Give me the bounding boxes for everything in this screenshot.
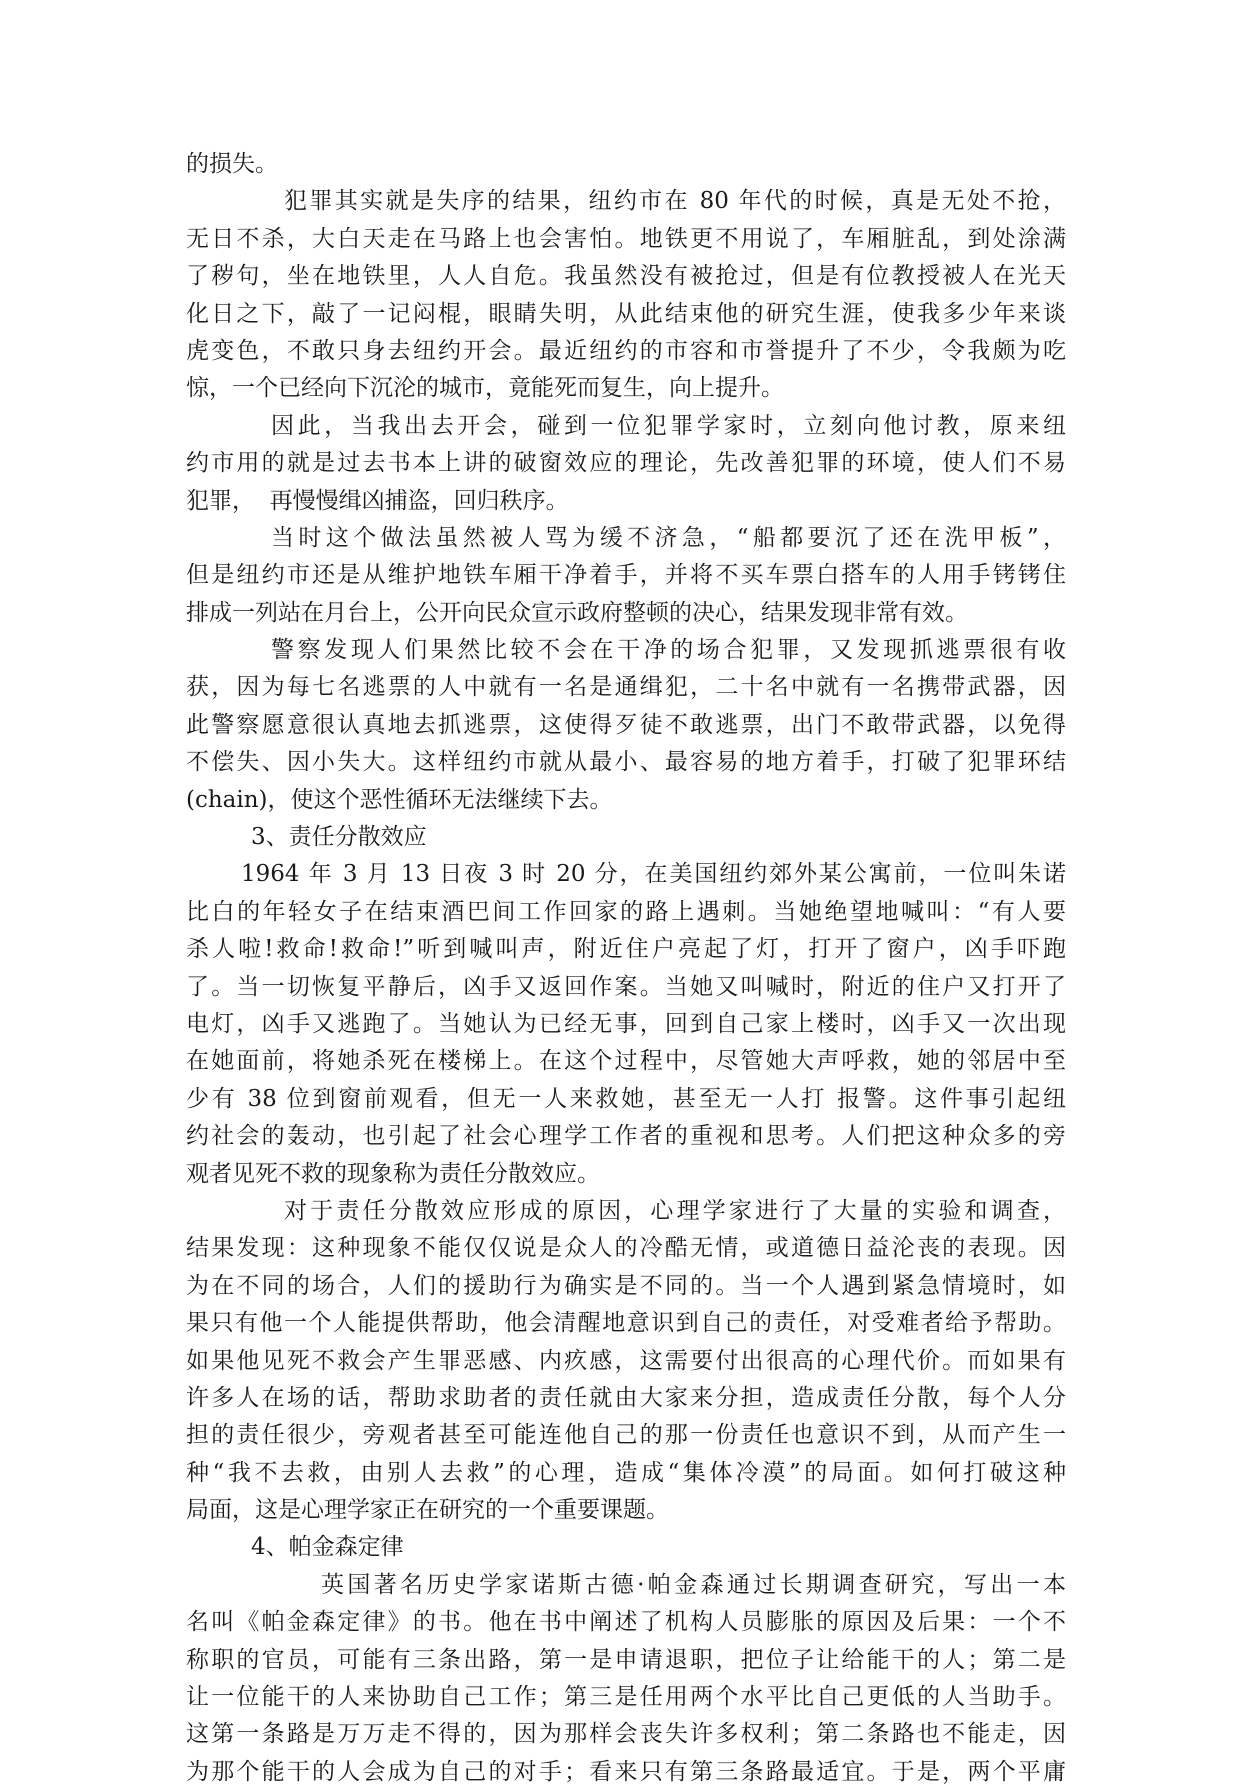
paragraph-line: 约市用的就是过去书本上讲的破窗效应的理论，先改善犯罪的环境，使人们不易 bbox=[186, 450, 1066, 477]
paragraph-line: 不偿失、因小失大。这样纽约市就从最小、最容易的地方着手，打破了犯罪环结 bbox=[186, 749, 1066, 776]
paragraph-line: 犯罪， 再慢慢缉凶捕盗，回归秩序。 bbox=[186, 487, 569, 514]
paragraph-line: 许多人在场的话，帮助求助者的责任就由大家来分担，造成责任分散，每个人分 bbox=[186, 1384, 1066, 1411]
paragraph-line: 惊，一个已经向下沉沦的城市，竟能死而复生，向上提升。 bbox=[186, 375, 784, 402]
paragraph-line: 名叫《帕金森定律》的书。他在书中阐述了机构人员膨胀的原因及后果：一个不 bbox=[186, 1609, 1066, 1636]
paragraph-line: 了秽句，坐在地铁里，人人自危。我虽然没有被抢过，但是有位教授被人在光天 bbox=[186, 263, 1066, 290]
paragraph-line: 称职的官员，可能有三条出路，第一是申请退职，把位子让给能干的人；第二是 bbox=[186, 1646, 1066, 1673]
paragraph-line: 为那个能干的人会成为自己的对手；看来只有第三条路最适宜。于是，两个平庸 bbox=[186, 1758, 1066, 1785]
paragraph-line: 在她面前，将她杀死在楼梯上。在这个过程中，尽管她大声呼救，她的邻居中至 bbox=[186, 1048, 1066, 1075]
paragraph-line: 种“我不去救，由别人去救”的心理，造成“集体冷漠”的局面。如何打破这种 bbox=[186, 1459, 1066, 1486]
paragraph-line: 果只有他一个人能提供帮助，他会清醒地意识到自己的责任，对受难者给予帮助。 bbox=[186, 1310, 1066, 1337]
paragraph-line: 这第一条路是万万走不得的，因为那样会丧失许多权利；第二条路也不能走，因 bbox=[186, 1721, 1066, 1748]
section-heading: 4、帕金森定律 bbox=[251, 1534, 404, 1561]
section-heading: 3、责任分散效应 bbox=[251, 824, 427, 851]
paragraph-line: 为在不同的场合，人们的援助行为确实是不同的。当一个人遇到紧急情境时，如 bbox=[186, 1272, 1066, 1299]
paragraph-line: 获，因为每七名逃票的人中就有一名是通缉犯，二十名中就有一名携带武器，因 bbox=[186, 674, 1066, 701]
paragraph-line: 但是纽约市还是从维护地铁车厢干净着手，并将不买车票白搭车的人用手铐铐住 bbox=[186, 562, 1066, 589]
paragraph-line: 因此，当我出去开会，碰到一位犯罪学家时，立刻向他讨教，原来纽 bbox=[271, 412, 1066, 439]
paragraph-line: 观者见死不救的现象称为责任分散效应。 bbox=[186, 1160, 600, 1187]
paragraph-line: 约社会的轰动，也引起了社会心理学工作者的重视和思考。人们把这种众多的旁 bbox=[186, 1123, 1066, 1150]
paragraph-line: 英国著名历史学家诺斯古德·帕金森通过长期调查研究，写出一本 bbox=[321, 1571, 1066, 1598]
paragraph-line: 对于责任分散效应形成的原因，心理学家进行了大量的实验和调查， bbox=[284, 1197, 1066, 1224]
paragraph-line: 结果发现：这种现象不能仅仅说是众人的冷酷无情，或道德日益沦丧的表现。因 bbox=[186, 1235, 1066, 1262]
paragraph-line: 虎变色，不敢只身去纽约开会。最近纽约的市容和市誉提升了不少，令我颇为吃 bbox=[186, 337, 1066, 364]
paragraph-line: 局面，这是心理学家正在研究的一个重要课题。 bbox=[186, 1497, 669, 1524]
paragraph-line: 少有 38 位到窗前观看，但无一人来救她，甚至无一人打 报警。这件事引起纽 bbox=[186, 1085, 1066, 1112]
paragraph-line: 此警察愿意很认真地去抓逃票，这使得歹徒不敢逃票，出门不敢带武器，以免得 bbox=[186, 711, 1066, 738]
paragraph-line: 担的责任很少，旁观者甚至可能连他自己的那一份责任也意识不到，从而产生一 bbox=[186, 1422, 1066, 1449]
paragraph-line: 杀人啦!救命!救命!”听到喊叫声，附近住户亮起了灯，打开了窗户，凶手吓跑 bbox=[186, 936, 1066, 963]
paragraph-line: 1964 年 3 月 13 日夜 3 时 20 分，在美国纽约郊外某公寓前，一位叫朱诺 bbox=[241, 861, 1066, 888]
paragraph-line: 无日不杀，大白天走在马路上也会害怕。地铁更不用说了，车厢脏乱，到处涂满 bbox=[186, 225, 1066, 252]
paragraph-line: 电灯，凶手又逃跑了。当她认为已经无事，回到自己家上楼时，凶手又一次出现 bbox=[186, 1010, 1066, 1037]
paragraph-line: 让一位能干的人来协助自己工作；第三是任用两个水平比自己更低的人当助手。 bbox=[186, 1684, 1066, 1711]
paragraph-line: 化日之下，敲了一记闷棍，眼睛失明，从此结束他的研究生涯，使我多少年来谈 bbox=[186, 300, 1066, 327]
paragraph-line: 了。当一切恢复平静后，凶手又返回作案。当她又叫喊时，附近的住户又打开了 bbox=[186, 973, 1066, 1000]
paragraph-line: 犯罪其实就是失序的结果，纽约市在 80 年代的时候，真是无处不抢， bbox=[284, 188, 1066, 215]
paragraph-line: 当时这个做法虽然被人骂为缓不济急，“船都要沉了还在洗甲板”， bbox=[271, 524, 1066, 551]
paragraph-line: 排成一列站在月台上，公开向民众宣示政府整顿的决心，结果发现非常有效。 bbox=[186, 599, 968, 626]
paragraph-line: 如果他见死不救会产生罪恶感、内疚感，这需要付出很高的心理代价。而如果有 bbox=[186, 1347, 1066, 1374]
paragraph-line: 警察发现人们果然比较不会在干净的场合犯罪，又发现抓逃票很有收 bbox=[271, 637, 1066, 664]
document-body bbox=[186, 146, 1066, 1791]
paragraph-line: 比白的年轻女子在结束酒巴间工作回家的路上遇刺。当她绝望地喊叫：“有人要 bbox=[186, 898, 1066, 925]
paragraph-line: (chain)，使这个恶性循环无法继续下去。 bbox=[186, 786, 613, 813]
paragraph-line: 的损失。 bbox=[186, 151, 278, 177]
